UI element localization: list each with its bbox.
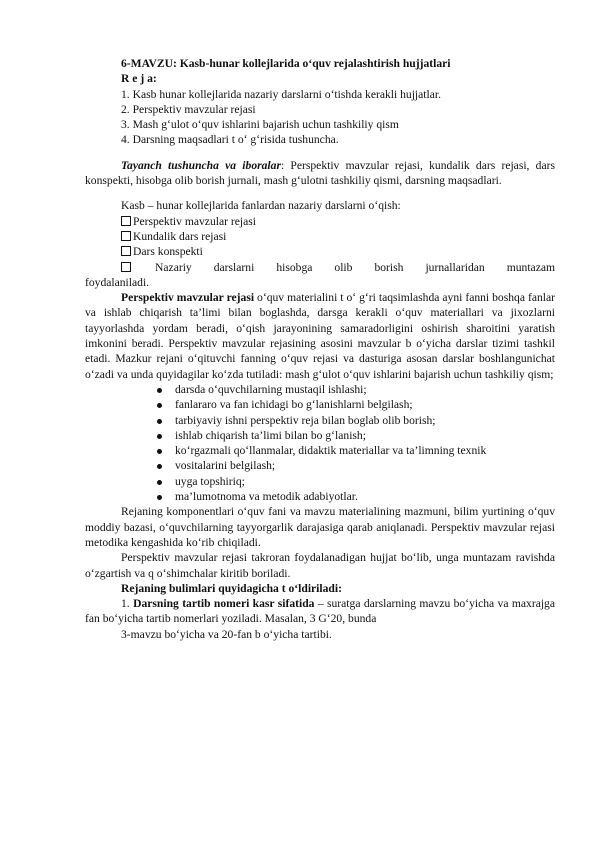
list-item: tarbiyaviy ishni perspektiv reja bilan boglab olib borish; <box>157 413 555 428</box>
bullet-icon <box>157 464 162 469</box>
bullet-icon <box>157 419 162 424</box>
list-item: ma’lumotnoma va metodik adabiyotlar. <box>157 489 555 504</box>
bullet-icon <box>157 495 162 500</box>
example-line: 3-mavzu bo‘yicha va 20-fan b o‘yicha tartibi. <box>121 627 332 641</box>
components-paragraph: Rejaning komponentlari o‘quv fani va mavzu materialining mazmuni, bilim yurtining o‘quv moddiy bazasi, o‘quvchilarning tayyorgarlik darajasiga qarab aniqlanadi. Perspektiv mavzular rejasi metodika kengashida ko‘rib chiqiladi. <box>85 505 555 549</box>
document-page <box>85 56 555 642</box>
page-title: 6-MAVZU: Kasb-hunar kollejlarida o‘quv rejalashtirish hujjatlari <box>121 57 451 70</box>
perspective-plan-term: Perspektiv mavzular rejasi <box>121 291 255 305</box>
checkbox-item: Nazariy darslarni hisobga olib borish jurnallaridan muntazam <box>85 260 555 275</box>
checkbox-item: Perspektiv mavzular rejasi <box>85 214 555 229</box>
list-item: darsda o‘quvchilarning mustaqil ishlashi; <box>157 382 555 397</box>
reusable-document-paragraph: Perspektiv mavzular rejasi takroran foydalanadigan hujjat bo‘lib, unga muntazam ravishda o‘zgartish va q o‘shimchalar kiritib boriladi. <box>85 551 555 580</box>
key-terms-paragraph <box>85 158 555 189</box>
key-terms-label: Tayanch tushuncha va iboralar <box>121 158 281 172</box>
key-terms-text: : Perspektiv mavzular rejasi, kundalik dars rejasi, dars konspekti, hisobga olib borish jurnali, mash g‘ulotni tashkiliy qismi, darsning maqsadlari. <box>85 158 555 188</box>
plan-item: 3. Mash g‘ulot o‘quv ishlarini bajarish uchun tashkiliy qism <box>121 118 399 132</box>
bullet-list <box>85 382 555 504</box>
bullet-icon <box>157 480 162 485</box>
section-item-1: 1. Darsning tartib nomeri kasr sifatida – suratga darslarning mavzu bo‘yicha va maxrajga fan bo‘yicha tartib nomerlari yoziladi. Masalan, 3 G‘20, bunda <box>85 597 556 626</box>
checkbox-icon <box>121 262 131 272</box>
bullet-icon <box>157 403 162 408</box>
bullet-icon <box>157 434 162 439</box>
documents-intro: Kasb – hunar kollejlarida fanlardan nazariy darslarni o‘qish: <box>121 199 401 213</box>
bullet-icon <box>157 449 162 454</box>
plan-item: 1. Kasb hunar kollejlarida nazariy darslarni o‘tishda kerakli hujjatlar. <box>121 87 442 101</box>
list-item: ko‘rgazmali qo‘llanmalar, didaktik materiallar va ta’limning texnik <box>157 443 555 458</box>
checkbox-icon <box>121 216 131 226</box>
list-item: fanlararo va fan ichidagi bo g‘lanishlarni belgilash; <box>157 397 555 412</box>
list-item: uyga topshiriq; <box>157 474 555 489</box>
list-item: ishlab chiqarish ta’limi bilan bo g‘lanish; <box>157 428 555 443</box>
list-item: vositalarini belgilash; <box>157 458 555 473</box>
checkbox-icon <box>121 231 131 241</box>
perspective-plan-paragraph: Perspektiv mavzular rejasi o‘quv materialini t o‘ g‘ri taqsimlashda ayni fanni boshqa fanlar va ishlab chiqarish ta’limi bilan boglashda, darsga kerakli o‘quv materiallari va jixozlarni tayyorlashda yordam beradi, o‘qish jarayonining samaradorligini oshirish sharoitini yaratish imkonini beradi. Perspektiv mavzular rejasining asosini mavzular b o‘yicha darslar tizimi tashkil etadi. Mazkur rejani o‘qituvchi fanning o‘quv rejasi va dasturiga asosan darslar boshlangunichat o‘zadi va unda quyidagilar ko‘zda tutiladi: mash g‘ulot o‘quv ishlarini bajarish uchun tashkiliy qism; <box>85 291 555 381</box>
section-item-1-term: Darsning tartib nomeri kasr sifatida <box>133 597 315 611</box>
plan-item: 4. Darsning maqsadlari t o‘ g‘risida tushuncha. <box>121 133 339 147</box>
checkbox-item: Dars konspekti <box>85 244 555 259</box>
checkbox-item-continuation: foydalaniladi. <box>85 275 150 289</box>
plan-item: 2. Perspektiv mavzular rejasi <box>121 102 256 116</box>
sections-heading: Rejaning bulimlari quyidagicha t o‘ldiriladi: <box>121 581 342 595</box>
bullet-icon <box>157 388 162 393</box>
plan-heading: R e j a: <box>121 72 157 86</box>
checkbox-icon <box>121 246 131 256</box>
checkbox-item: Kundalik dars rejasi <box>85 229 555 244</box>
